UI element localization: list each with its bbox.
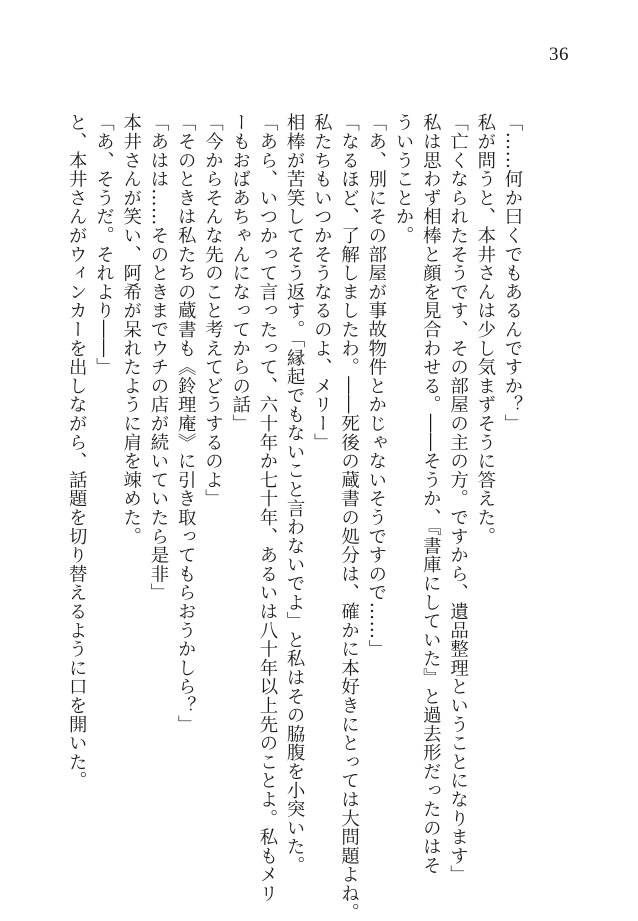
text-line: ういうことか。 [393,113,415,245]
text-line: 「そのときは私たちの蔵書も《鈴理庵》に引き取ってもらおうかしら？」 [175,113,197,734]
page-number: 36 [549,44,569,65]
text-line: 私は思わず相棒と顔を見合わせる。――そうか、『書庫にしていた』と過去形だったのはそ [420,113,442,875]
text-line: 「あ、別にその部屋が事故物件とかじゃないそうですので……」 [365,113,387,659]
text-line: ーもおばあちゃんになってからの話」 [229,113,251,433]
text-line: と、本井さんがウィンカーを出しながら、話題を切り替えるように口を開いた。 [66,113,88,790]
text-line: 「亡くなられたそうです、その部屋の主の方。ですから、遺品整理ということになります」 [447,113,469,884]
text-line: 「あはは……そのときまでウチの店が続いていたら是非」 [147,113,169,602]
text-line: 相棒が苦笑してそう返す。「縁起でもないこと言わないでよ」と私はその脇腹を小突いた。 [284,113,306,875]
text-line: 「今からそんな先のこと考えてどうするのよ」 [202,113,224,508]
text-line: 「なるほど、了解しましたわ。――死後の蔵書の処分は、確かに本好きにとっては大問題よね。 [338,113,360,921]
text-line: 「あ、そうだ。それより――」 [93,113,115,377]
text-line: 私が問うと、本井さんは少し気まずそうに答えた。 [474,113,496,546]
text-line: 私たちもいつかそうなるのよ、メリー」 [311,113,333,452]
text-line: 「あら、いつかって言ったって、六十年か七十年、あるいは八十年以上先のことよ。私もメリ [256,113,278,903]
body-text [66,113,526,921]
text-line: 「……何か曰くでもあるんですか？」 [502,113,523,433]
text-line: 本井さんが笑い、阿希が呆れたように肩を竦めた。 [120,113,142,546]
